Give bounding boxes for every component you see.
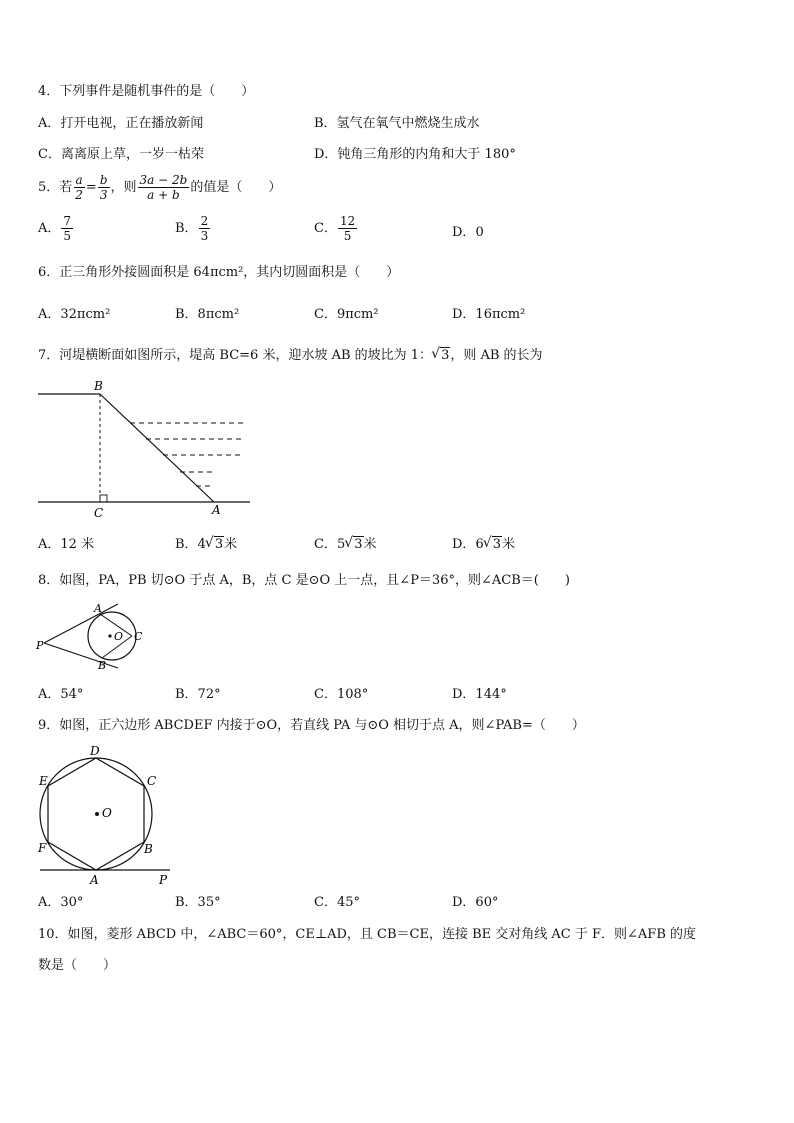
q9-center-dot: [95, 812, 99, 816]
q8-option-a: A．54°: [38, 687, 84, 702]
q8-option-d: D．144°: [452, 687, 507, 702]
q9-label-d: D: [90, 744, 100, 758]
q4-option-d: D．钝角三角形的内角和大于 180°: [314, 147, 516, 162]
q9-option-c: C．45°: [314, 895, 360, 910]
q4-option-c: C．离离原上草，一岁一枯荣: [38, 147, 204, 162]
q8-tangent-diagram: [30, 598, 160, 673]
q10-stem-line1: 10．如图，菱形 ABCD 中，∠ABC＝60°，CE⊥AD，且 CB＝CE，连接 BE 交对角线 AC 于 F．则∠AFB 的度: [38, 927, 697, 942]
q10-stem-line2: 数是（ ）: [38, 958, 117, 973]
q7-label-b: B: [94, 379, 103, 393]
q5-fraction-b3: $\frac{b}{3}$: [99, 173, 108, 202]
q8-label-o: O: [114, 630, 124, 643]
q9-label-f: F: [38, 841, 47, 855]
q5-fraction-expression: $\frac{3a - 2b}{a + b}$: [139, 173, 188, 202]
q7-option-a: A．12 米: [38, 537, 95, 552]
q8-option-c: C．108°: [314, 687, 369, 702]
q8-option-b: B．72°: [175, 687, 221, 702]
q9-option-b: B．35°: [175, 895, 221, 910]
q5-option-c: C． $\frac{12}{5}$: [314, 214, 356, 243]
q5-fraction-a2: $\frac{a}{2}$: [75, 173, 83, 202]
q9-option-a: A．30°: [38, 895, 84, 910]
q4-stem: 4．下列事件是随机事件的是（ ）: [38, 84, 255, 99]
q4-option-a: A．打开电视，正在播放新闻: [38, 116, 204, 131]
q7-option-b: B．4√ 3米: [175, 538, 237, 551]
q5-stem: 5．若 $\frac{a}{2}$ = $\frac{b}{3}$ ，则 $\frac{3a - 2b}{a + b}$ 的值是（ ）: [38, 173, 282, 202]
q8-label-p: P: [36, 639, 44, 652]
q8-label-c: C: [134, 630, 143, 643]
q8-center-dot: [108, 634, 111, 637]
q6-option-b: B．8πcm²: [175, 307, 240, 322]
q5-option-a: A． $\frac{7}{5}$: [38, 214, 72, 243]
q7-option-c: C．5√ 3米: [314, 538, 377, 551]
q9-label-b: B: [144, 842, 153, 856]
q7-label-c: C: [94, 506, 104, 520]
q7-embankment-diagram: [30, 378, 260, 523]
q4-option-b: B．氢气在氧气中燃烧生成水: [314, 116, 480, 131]
q7-label-a: A: [212, 503, 221, 517]
q9-label-o: O: [102, 806, 112, 820]
q6-option-c: C．9πcm²: [314, 307, 379, 322]
q6-stem: 6．正三角形外接圆面积是 64πcm²，其内切圆面积是（ ）: [38, 265, 400, 280]
q8-circle-o: [88, 612, 136, 660]
q7-option-d: D．6√ 3米: [452, 538, 515, 551]
q5-option-b: B． $\frac{2}{3}$: [175, 214, 209, 243]
q5-option-d: D．0: [452, 225, 484, 240]
q9-label-p: P: [159, 873, 168, 887]
q9-label-e: E: [39, 774, 48, 788]
q8-stem: 8．如图，PA，PB 切⊙O 于点 A，B，点 C 是⊙O 上一点，且∠P＝36°，则∠ACB＝( ): [38, 573, 570, 588]
q7-stem: 7．河堤横断面如图所示，堤高 BC=6 米，迎水坡 AB 的坡比为 1：√ 3，则 AB 的长为: [38, 349, 543, 362]
q8-tangent-pa: [44, 604, 118, 643]
q6-option-a: A．32πcm²: [38, 307, 111, 322]
q7-right-angle-mark: [100, 495, 107, 502]
q9-label-c: C: [147, 774, 157, 788]
q9-stem: 9．如图，正六边形 ABCDEF 内接于⊙O，若直线 PA 与⊙O 相切于点 A，则∠PAB=（ ）: [38, 718, 585, 733]
q8-tangent-pb: [44, 643, 118, 668]
q9-option-d: D．60°: [452, 895, 499, 910]
q9-hexagon-diagram: [30, 742, 180, 887]
q8-label-b: B: [98, 659, 107, 672]
q9-label-a: A: [90, 873, 99, 887]
q6-option-d: D．16πcm²: [452, 307, 526, 322]
q8-label-a: A: [94, 602, 102, 615]
